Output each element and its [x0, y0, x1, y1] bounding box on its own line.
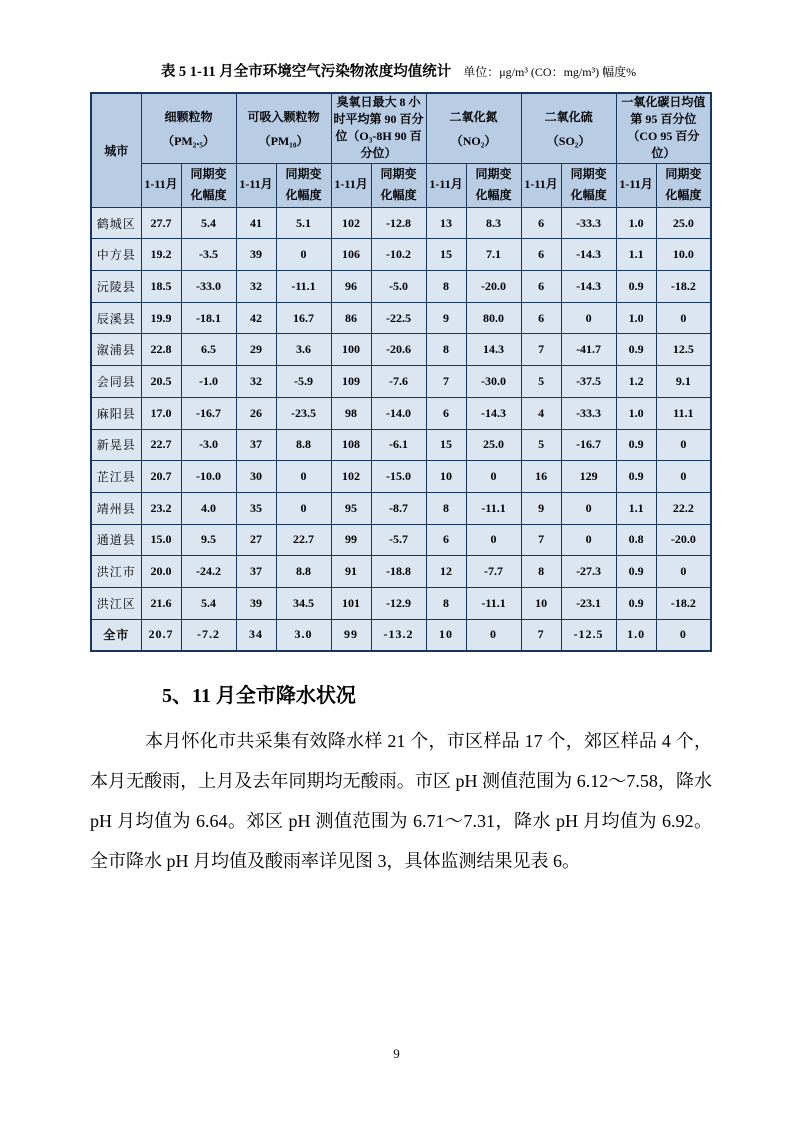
value-cell: 5	[521, 366, 561, 398]
value-cell: -14.3	[561, 239, 616, 271]
column-header-period: 1-11月	[236, 163, 276, 207]
column-group-header	[521, 93, 616, 163]
column-header-period: 1-11月	[616, 163, 656, 207]
value-cell: -23.1	[561, 587, 616, 619]
city-cell: 洪江市	[91, 556, 141, 588]
value-cell: 96	[331, 271, 371, 303]
value-cell: 0.9	[616, 587, 656, 619]
value-cell: 9	[521, 492, 561, 524]
value-cell: 3.0	[276, 619, 331, 651]
value-cell: 1.0	[616, 207, 656, 239]
value-cell: 6	[521, 271, 561, 303]
value-cell: -20.0	[656, 524, 711, 556]
value-cell: 22.2	[656, 492, 711, 524]
value-cell: 8.8	[276, 556, 331, 588]
value-cell: 35	[236, 492, 276, 524]
value-cell: 6	[521, 207, 561, 239]
value-cell: 0.9	[616, 429, 656, 461]
value-cell: 91	[331, 556, 371, 588]
value-cell: 106	[331, 239, 371, 271]
value-cell: 27	[236, 524, 276, 556]
value-cell: 102	[331, 207, 371, 239]
value-cell: 0	[276, 239, 331, 271]
value-cell: 98	[331, 397, 371, 429]
value-cell: -3.5	[181, 239, 236, 271]
city-cell: 溆浦县	[91, 334, 141, 366]
value-cell: 12	[426, 556, 466, 588]
value-cell: 0	[656, 429, 711, 461]
value-cell: 10	[426, 619, 466, 651]
value-cell: 6	[426, 397, 466, 429]
column-header-change: 同期变化幅度	[371, 163, 426, 207]
value-cell: 0.9	[616, 461, 656, 493]
column-header-period: 1-11月	[426, 163, 466, 207]
city-cell: 新晃县	[91, 429, 141, 461]
pollutant-name: 臭氧日最大 8 小时平均第 90 百分位（O₃-8H 90 百分位）	[333, 95, 424, 161]
column-group-header	[426, 93, 521, 163]
city-cell: 沅陵县	[91, 271, 141, 303]
value-cell: 129	[561, 461, 616, 493]
city-cell: 靖州县	[91, 492, 141, 524]
value-cell: -24.2	[181, 556, 236, 588]
value-cell: 80.0	[466, 302, 521, 334]
value-cell: 99	[331, 524, 371, 556]
column-header-change: 同期变化幅度	[656, 163, 711, 207]
table-row	[91, 587, 711, 619]
value-cell: 0	[656, 556, 711, 588]
value-cell: 9.1	[656, 366, 711, 398]
table-row	[91, 556, 711, 588]
value-cell: 5.4	[181, 587, 236, 619]
value-cell: 9.5	[181, 524, 236, 556]
column-header-change: 同期变化幅度	[561, 163, 616, 207]
table-row	[91, 619, 711, 651]
value-cell: 1.0	[616, 397, 656, 429]
value-cell: 41	[236, 207, 276, 239]
value-cell: 109	[331, 366, 371, 398]
value-cell: -18.2	[656, 271, 711, 303]
section-paragraph: 本月怀化市共采集有效降水样 21 个，市区样品 17 个，郊区样品 4 个，本月无酸雨，上月及去年同期均无酸雨。市区 pH 测值范围为 6.12～7.58，降水 pH 月均值为 6.64。郊区 pH 测值范围为 6.71～7.31，降水 pH 月均值为 6.92。全市降水 pH 月均值及酸雨率详见图 3，具体监测结果见表 6。	[90, 731, 712, 872]
value-cell: 7.1	[466, 239, 521, 271]
value-cell: 20.5	[141, 366, 181, 398]
value-cell: 6	[521, 302, 561, 334]
value-cell: 19.9	[141, 302, 181, 334]
value-cell: 8.3	[466, 207, 521, 239]
value-cell: -1.0	[181, 366, 236, 398]
value-cell: 0	[656, 619, 711, 651]
value-cell: -18.2	[656, 587, 711, 619]
value-cell: 1.1	[616, 492, 656, 524]
value-cell: 9	[426, 302, 466, 334]
column-header-period: 1-11月	[331, 163, 371, 207]
value-cell: -30.0	[466, 366, 521, 398]
city-cell: 会同县	[91, 366, 141, 398]
city-cell: 辰溪县	[91, 302, 141, 334]
page-number: 9	[393, 1046, 400, 1061]
value-cell: -12.8	[371, 207, 426, 239]
value-cell: 10	[426, 461, 466, 493]
value-cell: 1.2	[616, 366, 656, 398]
value-cell: 21.6	[141, 587, 181, 619]
value-cell: -7.6	[371, 366, 426, 398]
column-group-header	[141, 93, 236, 163]
pollutant-formula: （PM₂.₅）	[162, 133, 215, 148]
pollution-table	[90, 92, 712, 652]
value-cell: -33.3	[561, 207, 616, 239]
value-cell: 25.0	[466, 429, 521, 461]
value-cell: -8.7	[371, 492, 426, 524]
value-cell: -27.3	[561, 556, 616, 588]
value-cell: 37	[236, 429, 276, 461]
value-cell: 16	[521, 461, 561, 493]
table-row	[91, 429, 711, 461]
value-cell: 0	[656, 302, 711, 334]
value-cell: 34.5	[276, 587, 331, 619]
value-cell: -11.1	[276, 271, 331, 303]
value-cell: 0.8	[616, 524, 656, 556]
value-cell: 42	[236, 302, 276, 334]
value-cell: 0	[276, 492, 331, 524]
value-cell: 0	[466, 461, 521, 493]
value-cell: 37	[236, 556, 276, 588]
table-row	[91, 302, 711, 334]
column-header-change: 同期变化幅度	[466, 163, 521, 207]
value-cell: -7.2	[181, 619, 236, 651]
value-cell: 0	[656, 461, 711, 493]
value-cell: 102	[331, 461, 371, 493]
value-cell: -18.1	[181, 302, 236, 334]
value-cell: 0	[466, 619, 521, 651]
table-row	[91, 397, 711, 429]
value-cell: 39	[236, 239, 276, 271]
value-cell: 26	[236, 397, 276, 429]
value-cell: 5.4	[181, 207, 236, 239]
value-cell: 13	[426, 207, 466, 239]
value-cell: -10.0	[181, 461, 236, 493]
value-cell: 25.0	[656, 207, 711, 239]
table-row	[91, 461, 711, 493]
value-cell: 15	[426, 239, 466, 271]
value-cell: 1.0	[616, 302, 656, 334]
value-cell: -5.9	[276, 366, 331, 398]
pollutant-name: 可吸入颗粒物	[247, 109, 320, 124]
value-cell: 100	[331, 334, 371, 366]
value-cell: 7	[521, 334, 561, 366]
value-cell: -18.8	[371, 556, 426, 588]
value-cell: -23.5	[276, 397, 331, 429]
value-cell: -14.3	[561, 271, 616, 303]
value-cell: 27.7	[141, 207, 181, 239]
city-cell: 洪江区	[91, 587, 141, 619]
header-group-row	[91, 93, 711, 163]
value-cell: -41.7	[561, 334, 616, 366]
column-header-change: 同期变化幅度	[181, 163, 236, 207]
column-group-header	[616, 93, 711, 163]
value-cell: 19.2	[141, 239, 181, 271]
table-row	[91, 271, 711, 303]
city-cell: 全市	[91, 619, 141, 651]
value-cell: 22.7	[141, 429, 181, 461]
header-sub-row	[91, 163, 711, 207]
value-cell: -14.3	[466, 397, 521, 429]
value-cell: -12.9	[371, 587, 426, 619]
table-row	[91, 239, 711, 271]
value-cell: 7	[521, 619, 561, 651]
value-cell: 7	[521, 524, 561, 556]
value-cell: -11.1	[466, 587, 521, 619]
value-cell: 6	[521, 239, 561, 271]
pollutant-formula: （NO₂）	[450, 133, 497, 148]
value-cell: 22.8	[141, 334, 181, 366]
value-cell: 8	[521, 556, 561, 588]
value-cell: -5.0	[371, 271, 426, 303]
value-cell: 29	[236, 334, 276, 366]
value-cell: -33.3	[561, 397, 616, 429]
value-cell: 22.7	[276, 524, 331, 556]
column-group-header	[236, 93, 331, 163]
value-cell: 1.1	[616, 239, 656, 271]
value-cell: 10.0	[656, 239, 711, 271]
table-title-text: 表 5 1-11 月全市环境空气污染物浓度均值统计	[160, 64, 452, 80]
value-cell: 0	[561, 524, 616, 556]
value-cell: 3.6	[276, 334, 331, 366]
value-cell: -15.0	[371, 461, 426, 493]
column-header-period: 1-11月	[141, 163, 181, 207]
value-cell: -12.5	[561, 619, 616, 651]
value-cell: 18.5	[141, 271, 181, 303]
pollutant-name: 二氧化硫	[544, 109, 593, 124]
value-cell: 101	[331, 587, 371, 619]
value-cell: 0	[276, 461, 331, 493]
value-cell: -20.0	[466, 271, 521, 303]
table-body	[91, 207, 711, 651]
value-cell: 11.1	[656, 397, 711, 429]
value-cell: 99	[331, 619, 371, 651]
value-cell: 16.7	[276, 302, 331, 334]
value-cell: 8	[426, 271, 466, 303]
value-cell: 8.8	[276, 429, 331, 461]
value-cell: 0	[466, 524, 521, 556]
pollutant-name: 一氧化碳日均值第 95 百分位（CO 95 百分位）	[621, 95, 706, 161]
value-cell: -33.0	[181, 271, 236, 303]
value-cell: 86	[331, 302, 371, 334]
value-cell: 0.9	[616, 334, 656, 366]
value-cell: 108	[331, 429, 371, 461]
value-cell: -5.7	[371, 524, 426, 556]
table-head	[91, 93, 711, 207]
value-cell: 20.7	[141, 619, 181, 651]
value-cell: 17.0	[141, 397, 181, 429]
value-cell: -7.7	[466, 556, 521, 588]
value-cell: 95	[331, 492, 371, 524]
value-cell: 14.3	[466, 334, 521, 366]
city-cell: 芷江县	[91, 461, 141, 493]
value-cell: 8	[426, 587, 466, 619]
value-cell: 8	[426, 492, 466, 524]
value-cell: 12.5	[656, 334, 711, 366]
value-cell: -16.7	[181, 397, 236, 429]
value-cell: 30	[236, 461, 276, 493]
value-cell: -20.6	[371, 334, 426, 366]
value-cell: 32	[236, 366, 276, 398]
value-cell: 34	[236, 619, 276, 651]
table-row	[91, 492, 711, 524]
table-title	[90, 60, 707, 81]
value-cell: 15	[426, 429, 466, 461]
column-header-period: 1-11月	[521, 163, 561, 207]
value-cell: 5	[521, 429, 561, 461]
table-row	[91, 334, 711, 366]
value-cell: 7	[426, 366, 466, 398]
value-cell: 20.0	[141, 556, 181, 588]
value-cell: 8	[426, 334, 466, 366]
value-cell: -37.5	[561, 366, 616, 398]
value-cell: 6	[426, 524, 466, 556]
value-cell: 4.0	[181, 492, 236, 524]
value-cell: 1.0	[616, 619, 656, 651]
value-cell: 5.1	[276, 207, 331, 239]
table-row	[91, 524, 711, 556]
value-cell: 4	[521, 397, 561, 429]
pollutant-formula: （PM₁₀）	[258, 133, 309, 148]
city-cell: 中方县	[91, 239, 141, 271]
pollutant-name: 细颗粒物	[164, 109, 213, 124]
value-cell: -13.2	[371, 619, 426, 651]
value-cell: 0.9	[616, 271, 656, 303]
value-cell: 6.5	[181, 334, 236, 366]
value-cell: -3.0	[181, 429, 236, 461]
value-cell: 10	[521, 587, 561, 619]
table-title-unit: 单位：μg/m³ (CO：mg/m³) 幅度%	[463, 65, 637, 79]
value-cell: 32	[236, 271, 276, 303]
value-cell: 0	[561, 302, 616, 334]
value-cell: 39	[236, 587, 276, 619]
column-group-header	[331, 93, 426, 163]
table-row	[91, 366, 711, 398]
city-cell: 麻阳县	[91, 397, 141, 429]
section-heading: 5、11 月全市降水状况	[162, 685, 356, 708]
city-cell: 鹤城区	[91, 207, 141, 239]
pollutant-name: 二氧化氮	[449, 109, 498, 124]
value-cell: -6.1	[371, 429, 426, 461]
city-cell: 通道县	[91, 524, 141, 556]
value-cell: 15.0	[141, 524, 181, 556]
column-header-city: 城市	[91, 93, 141, 207]
value-cell: -14.0	[371, 397, 426, 429]
value-cell: 0.9	[616, 556, 656, 588]
column-header-change: 同期变化幅度	[276, 163, 331, 207]
value-cell: 23.2	[141, 492, 181, 524]
pollutant-formula: （SO₂）	[546, 133, 591, 148]
value-cell: 20.7	[141, 461, 181, 493]
value-cell: -22.5	[371, 302, 426, 334]
table-row	[91, 207, 711, 239]
value-cell: -10.2	[371, 239, 426, 271]
value-cell: -16.7	[561, 429, 616, 461]
value-cell: -11.1	[466, 492, 521, 524]
value-cell: 0	[561, 492, 616, 524]
